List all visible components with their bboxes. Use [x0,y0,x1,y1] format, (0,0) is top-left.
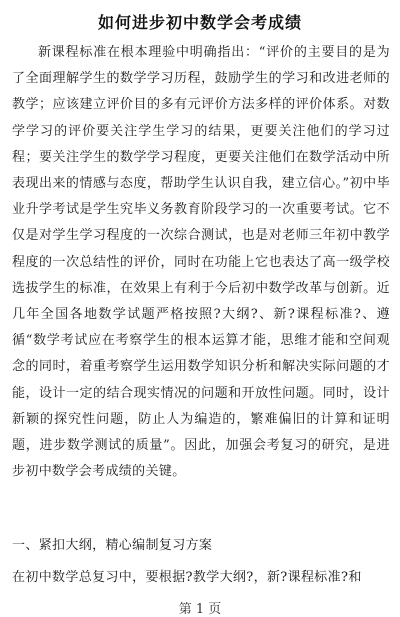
body-paragraph: 新课程标准在根本理验中明确指出：“评价的主要目的是为了全面理解学生的数学学习历程，鼓励学生的学习和改进老师的教学；应该建立评价目的多有元评价方法多样的评价体系。对数学学习的评价要关注学生学习的结果，更要关注他们的学习过程；要关注学生的数学学习程度，更要关注他们在数学活动中所表现出来的情感与态度，帮助学生认识自我，建立信心。”初中毕业升学考试是学生究毕义务教育阶段学习的一次重要考试。它不仅是对学生学习程度的一次综合测试，也是对老师三年初中教学程度的一次总结性的评价，同时在功能上它也表达了高一级学校选拔学生的标准，在效果上有利于今后初中数学改革与创新。近几年全国各地数学试题严格按照?大纲?、新?课程标准?、遵循“数学考试应在考察学生的根本运算才能，思维才能和空间观念的同时，着重考察学生运用数学知识分析和解决实际问题的才能，设计一定的结合现实情况的问题和开放性问题。同时，设计新颖的探究性问题，防止人为编造的，繁难偏旧的计算和证明题，进步数学测试的质量”。因此，加强会考复习的研究，是进步初中数学会考成绩的关键。 [12,45,390,480]
section-paragraph: 在初中数学总复习中，要根据?教学大纲?，新?课程标准?和 [12,570,362,585]
document-title: 如何进步初中数学会考成绩 [97,13,302,32]
section-heading: 一、紧扣大纲，精心编制复习方案 [12,538,213,553]
page-number: 第 1 页 [178,602,222,617]
